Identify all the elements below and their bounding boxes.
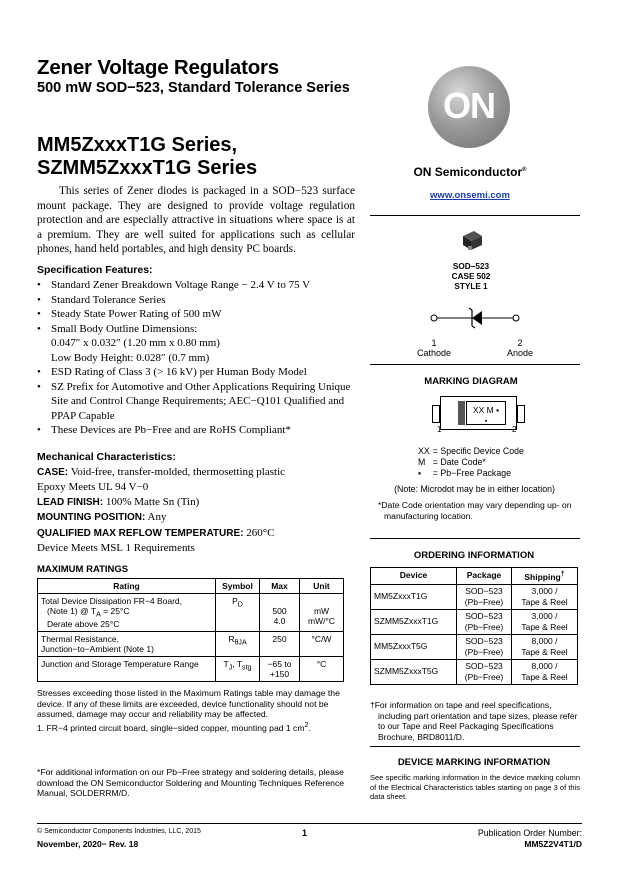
series-name-2: SZMM5ZxxxT1G Series [37,157,258,179]
table-row [371,609,578,634]
marking-pin-1: 1 [437,425,442,434]
spec-dim-line: 0.047″ x 0.032″ (1.20 mm x 0.80 mm) [51,337,220,349]
max-cell: 250 [260,631,300,656]
package-name: SOD−523 [465,610,503,621]
spec-item: • SZ Prefix for Automotive and Other Applications Requiring Unique Site and Control Change Requirements; AEC−Q101 Qualified and PPAP Capable [37,380,362,424]
divider [370,538,580,539]
rating-text [41,606,212,619]
package-cell [457,634,512,659]
symbol-sub: J [228,663,233,672]
revision-date: November, 2020− Rev. 18 [37,839,139,849]
max-value: 4.0 [273,616,286,626]
datecode-note: *Date Code orientation may vary depending up- on manufacturing location. [378,500,572,521]
max-ratings-table [37,578,344,682]
divider [370,364,580,365]
marking-diagram-heading: MARKING DIAGRAM [424,376,518,387]
rating-text: Total Device Dissipation FR−4 Board, [41,596,183,606]
series-name-1: MM5ZxxxT1G Series, [37,134,238,156]
table-row [371,659,578,684]
table-header-row [38,579,344,594]
symbol-cell [216,656,260,681]
legend-key: M [418,457,426,467]
device-cell: MM5ZxxxT5G [371,634,457,659]
shipping-cell [512,659,578,684]
package-name: SOD−523 [465,585,503,596]
max-value: +150 [269,668,290,679]
on-logo [428,66,510,148]
logo-text: ON [443,85,495,126]
col-symbol: Symbol [216,579,260,594]
mech-lead [37,495,357,511]
shipping-cell [512,609,578,634]
publication-label: Publication Order Number: [477,828,582,838]
spec-item: • Standard Zener Breakdown Voltage Range − 2.4 V to 75 V [37,278,362,293]
package-note: (Pb−Free) [464,621,504,632]
page-number: 1 [302,828,308,838]
symbol: , T [232,658,243,669]
legend-value: = Pb−Free Package [432,468,511,478]
unit-cell: °C/W [300,631,344,656]
marking-legend [418,446,527,479]
unit-cell: °C [300,656,344,681]
rating-sub: A [96,610,101,619]
mech-lead-text: 100% Matte Sn (Tin) [105,495,200,508]
package-info [382,262,560,292]
marking-dot: ▪ [496,405,500,415]
spec-list [37,278,362,438]
anode-label [500,338,540,358]
package-name: SOD−523 [465,635,503,646]
mech-case-text: Void-free, transfer-molded, thermosetting plastic [70,465,286,478]
symbol-cell [216,631,260,656]
cathode-band [458,401,465,425]
rating-cell [38,594,216,632]
note-1-sup: 2 [304,720,309,729]
shipping-qty: 8,000 / [531,635,558,646]
device-cell: SZMM5ZxxxT5G [371,659,457,684]
mech-reflow-text: 260°C [246,526,275,539]
shipping-cell [512,584,578,609]
cathode-label [414,338,454,358]
note-1-end: . [308,722,311,733]
package-note: (Pb−Free) [464,671,504,682]
rating-text: Derate above 25°C [47,618,120,629]
brand-text: ON Semiconductor [413,165,523,179]
max-cell [260,656,300,681]
mech-msl: Device Meets MSL 1 Requirements [37,542,195,554]
pin-label: Anode [506,348,534,358]
mech-heading: Mechanical Characteristics: [37,451,176,463]
legend-value: = Specific Device Code [432,446,524,456]
note-1-text: 1. FR−4 printed circuit board, single−sided copper, mounting pad 1 cm [37,722,305,733]
spec-item [37,322,362,366]
dagger: † [560,570,565,578]
mech-lead-label: LEAD FINISH: [37,496,104,508]
registered-mark: ® [522,167,527,173]
intro-paragraph: This series of Zener diodes is packaged in a SOD−523 surface mount package. They are designed to provide voltage regulation protection and are especially attractive in situations where space is at a premium. They are well suited for applications such as cellular phones, hand held portables, and high density PC boards. [37,185,355,256]
pin-number: 2 [517,338,523,348]
spec-item: • ESD Rating of Class 3 (> 16 kV) per Human Body Model [37,365,362,380]
marking-code: XX M [472,405,494,415]
package-style: STYLE 1 [454,282,488,291]
symbol: T [223,658,229,669]
symbol-sub: stg [242,663,252,672]
diode-symbol-icon [420,305,530,331]
col-rating: Rating [38,579,216,594]
marking-tab-right [517,405,525,423]
legend-row [418,446,527,457]
legend-row [418,468,527,479]
document-title: Zener Voltage Regulators [37,56,280,79]
symbol-sub: θJA [234,638,247,647]
shipping-type: Tape & Reel [521,671,568,682]
legend-value: = Date Code* [432,457,486,467]
mech-reflow [37,526,357,542]
rating-text-part: = 25°C [100,606,130,616]
brand-name [381,165,559,179]
spec-heading: Specification Features: [37,264,153,276]
website-link[interactable]: www.onsemi.com [430,190,510,201]
pin-label: Cathode [416,348,452,358]
divider [370,746,580,747]
rating-text: Thermal Resistance, [41,633,119,644]
rating-cell [38,656,216,681]
shipping-cell [512,634,578,659]
legend-row [418,457,527,468]
unit-cell [300,594,344,632]
document-subtitle: 500 mW SOD−523, Standard Tolerance Series [37,80,350,96]
mech-mount-text: Any [147,511,167,523]
symbol-sub: D [237,600,243,609]
spec-dim-line: Low Body Height: 0.028″ (0.7 mm) [51,351,210,364]
note-1 [37,720,347,733]
shipping-type: Tape & Reel [521,646,568,657]
table-header-row [371,568,578,585]
table-row [371,584,578,609]
legend-key: XX [418,446,430,456]
shipping-qty: 8,000 / [531,660,558,671]
unit-value: mW [313,606,330,616]
shipping-qty: 3,000 / [531,610,558,621]
marking-code-box [466,401,506,425]
device-cell: MM5ZxxxT1G [371,584,457,609]
spec-item: • Standard Tolerance Series [37,293,362,308]
mech-epoxy: Epoxy Meets UL 94 V−0 [37,481,149,493]
col-shipping [512,568,578,585]
mech-reflow-label: QUALIFIED MAX REFLOW TEMPERATURE: [37,527,244,539]
spec-item: • Steady State Power Rating of 500 mW [37,307,362,322]
footer-divider [37,823,582,824]
ratings-notes [37,688,347,733]
divider [370,215,580,216]
shipping-qty: 3,000 / [531,585,558,596]
symbol: P [232,596,238,606]
ordering-table [370,567,578,685]
max-value: 500 [272,606,287,616]
device-marking-heading: DEVICE MARKING INFORMATION [397,757,551,768]
spec-section [37,264,362,438]
legend-key: ▪ [418,468,422,478]
mech-case-label: CASE: [37,466,69,478]
package-name: SOD−523 [465,660,503,671]
stress-note: Stresses exceeding those listed in the Maximum Ratings table may damage the device. If any of these limits are exceeded, device functionality should not be assumed, damage may occur and reliability may be affected. [37,688,340,719]
mech-case [37,465,357,481]
package-cell [457,609,512,634]
publication-code: MM5Z2V4T1/D [524,839,582,849]
table-row [38,594,344,632]
col-max: Max [260,579,300,594]
package-cell [457,659,512,684]
sod523-package-icon [460,228,484,254]
pb-free-footnote: *For additional information on our Pb−Free strategy and soldering details, please download the ON Semiconductor Soldering and Mounting Techniques Reference Manual, SOLDERRM/D. [37,767,345,798]
shipping-type: Tape & Reel [521,621,568,632]
rating-text: Junction−to−Ambient (Note 1) [41,643,154,654]
col-device: Device [371,568,457,585]
package-name: SOD−523 [452,262,490,271]
device-marking-text: See specific marking information in the device marking column of the Electrical Characteristics tables starting on page 3 of this data sheet. [370,773,580,801]
symbol-cell [216,594,260,632]
spec-item: • These Devices are Pb−Free and are RoHS Compliant* [37,423,362,438]
ordering-heading: ORDERING INFORMATION [413,550,535,561]
package-note: (Pb−Free) [464,646,504,657]
marking-dot: ▪ [484,418,488,425]
package-case: CASE 502 [451,272,491,281]
package-cell [457,584,512,609]
rating-cell [38,631,216,656]
marking-tab-left [432,405,440,423]
max-value: −65 to [267,658,292,669]
mech-mount-label: MOUNTING POSITION: [37,512,146,523]
mechanical-section [37,450,357,556]
marking-pin-2: 2 [512,425,517,434]
table-row [371,634,578,659]
table-row [38,656,344,681]
pin-number: 1 [431,338,437,348]
mech-mount [37,510,357,526]
ordering-note: †For information on tape and reel specifications, including part orientation and tape sizes, please refer to our Tape and Reel Packaging Specifications Brochure, BRD8011/D. [370,700,578,742]
spec-item-text: Small Body Outline Dimensions: [51,322,198,335]
microdot-note: (Note: Microdot may be in either location) [394,484,555,494]
rating-text-part: (Note 1) @ T [47,606,97,616]
shipping-type: Tape & Reel [521,596,568,607]
rating-text: Junction and Storage Temperature Range [41,658,199,669]
package-note: (Pb−Free) [464,596,504,607]
max-ratings-heading: MAXIMUM RATINGS [37,564,129,575]
table-row [38,631,344,656]
col-unit: Unit [300,579,344,594]
col-shipping-text: Shipping [524,571,561,582]
symbol: R [228,633,235,644]
device-cell: SZMM5ZxxxT1G [371,609,457,634]
col-package: Package [457,568,512,585]
max-cell [260,594,300,632]
copyright: © Semiconductor Components Industries, LLC, 2015 [37,828,201,835]
unit-value: mW/°C [307,616,335,626]
